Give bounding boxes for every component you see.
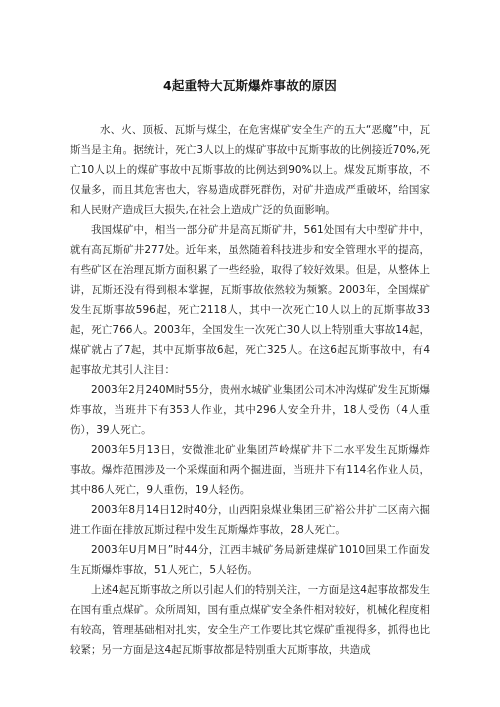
paragraph-analysis: 上述4起瓦斯事故之所以引起人们的特别关注，一方面是这4起事故都发生在国有重点煤矿。众所周知，国有重点煤矿安全条件相对较好，机械化程度相有较高，管理基础相对扎实，安全生产工作要比其它煤矿重视得多，抓得也比较紧；另一方面是这4起瓦斯事故都是特别重大瓦斯事故，共造成 bbox=[70, 584, 430, 656]
paragraph-statistics: 我国煤矿中，相当一部分矿井是高瓦斯矿井，561处国有大中型矿井中，就有高瓦斯矿井277处。近年来，虽然随着科技进步和安全管理水平的提高，有些矿区在治理瓦斯方面积累了一些经验，取得了较好效果。但是，从整体上讲，瓦斯还没有得到根本掌握，瓦斯事故依然较为频繁。2003年，全国煤矿发生瓦斯事故596起，死亡2118人，其中一次死亡10人以上的瓦斯事故33起，死亡766人。2003年，全国发生一次死亡30人以上特别重大事故14起，煤矿就占了7起，其中瓦斯事故6起，死亡325人。在这6起瓦斯事故中，有4起事故尤其引人注目： bbox=[70, 224, 430, 376]
paragraph-incident-anhui: 2003年5月13日，安微淮北矿业集团芦岭煤矿井下二水平发生瓦斯爆炸事故。爆炸范围涉及一个采煤面和两个掘进面，当班井下有114名作业人员，其中86人死亡，9人重伤，19人轻伤。 bbox=[70, 444, 430, 496]
paragraph-incident-jiangxi: 2003年U月M日”时44分，江西丰城矿务局新建煤矿1010回果工作面发生瓦斯爆炸事故，51人死亡，5人轻伤。 bbox=[70, 544, 430, 576]
paragraph-intro: 水、火、顶板、瓦斯与煤尘，在危害煤矿安全生产的五大“恶魔”中，瓦斯当是主角。据统计，死亡3人以上的煤矿事故中瓦斯事故的比例接近70%,死亡10人以上的煤矿事故中瓦斯事故的比例达到90%以上。煤发瓦斯事故，不仅量多，而且其危害也大，容易造成群死群伤，对矿井造成严重破坏，给国家和人民财产造成巨大损失,在社会上造成广泛的负面影响。 bbox=[70, 124, 430, 216]
document-body bbox=[70, 120, 430, 660]
paragraph-incident-shanxi: 2003年8月14日12时40分，山西阳泉煤业集团三矿裕公井扩二区南六掘进工作面在排放瓦斯过程中发生瓦斯爆炸事故，28人死亡。 bbox=[70, 504, 430, 536]
paragraph-incident-guizhou: 2003年2月240M时55分，贵州水城矿业集团公司木冲沟煤矿发生瓦斯爆炸事故，当班井下有353人作业，其中296人安全升井，18人受伤（4人重伤），39人死亡。 bbox=[70, 384, 430, 436]
document-title: 4起重特大瓦斯爆炸事故的原因 bbox=[163, 78, 337, 93]
